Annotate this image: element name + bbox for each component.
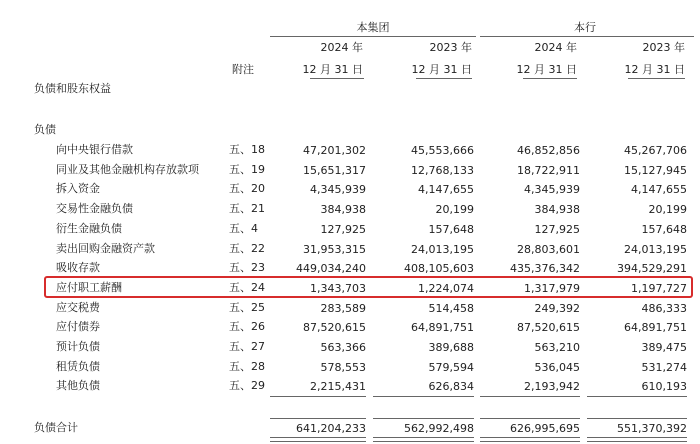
row-label: 应交税费 <box>56 301 100 314</box>
row-note: 五、26 <box>229 320 265 333</box>
row-note: 五、29 <box>229 379 265 392</box>
row-value: 514,458 <box>428 302 474 315</box>
row-note: 五、22 <box>229 242 265 255</box>
total-value-3: 626,995,695 <box>510 422 580 435</box>
row-value: 578,553 <box>320 361 366 374</box>
subtotal-rule <box>480 396 580 397</box>
row-value: 127,925 <box>320 223 366 236</box>
total-topline-3 <box>480 418 580 419</box>
row-value: 46,852,856 <box>517 144 580 157</box>
group-header: 本集团 <box>356 21 390 34</box>
row-value: 45,267,706 <box>624 144 687 157</box>
row-value: 389,475 <box>641 341 687 354</box>
row-value: 31,953,315 <box>303 243 366 256</box>
total-underline-4 <box>587 437 687 442</box>
row-value: 1,197,727 <box>631 282 687 295</box>
total-topline-1 <box>270 418 366 419</box>
row-value: 20,199 <box>648 203 687 216</box>
row-note: 五、23 <box>229 261 265 274</box>
row-note: 五、27 <box>229 340 265 353</box>
row-note: 五、19 <box>229 163 265 176</box>
row-value: 1,343,703 <box>310 282 366 295</box>
row-value: 157,648 <box>641 223 687 236</box>
row-value: 249,392 <box>534 302 580 315</box>
row-value: 127,925 <box>534 223 580 236</box>
row-value: 24,013,195 <box>624 243 687 256</box>
row-value: 408,105,603 <box>404 262 474 275</box>
note-column-header: 附注 <box>232 63 254 76</box>
row-value: 435,376,342 <box>510 262 580 275</box>
row-value: 4,345,939 <box>310 183 366 196</box>
row-value: 24,013,195 <box>411 243 474 256</box>
date-underline-4 <box>628 78 685 79</box>
row-value: 610,193 <box>641 380 687 393</box>
row-value: 45,553,666 <box>411 144 474 157</box>
row-value: 384,938 <box>534 203 580 216</box>
row-label: 应付职工薪酬 <box>56 281 122 294</box>
row-value: 1,317,979 <box>524 282 580 295</box>
row-value: 486,333 <box>641 302 687 315</box>
total-value-4: 551,370,392 <box>617 422 687 435</box>
row-value: 28,803,601 <box>517 243 580 256</box>
row-note: 五、21 <box>229 202 265 215</box>
row-label: 预计负债 <box>56 340 100 353</box>
date-underline-3 <box>523 78 577 79</box>
row-label: 吸收存款 <box>56 261 100 274</box>
row-value: 4,147,655 <box>418 183 474 196</box>
row-value: 531,274 <box>641 361 687 374</box>
total-underline-1 <box>270 437 366 442</box>
date-header-2: 12 月 31 日 <box>411 63 472 76</box>
date-header-3: 12 月 31 日 <box>516 63 577 76</box>
row-note: 五、28 <box>229 360 265 373</box>
date-header-1: 12 月 31 日 <box>302 63 363 76</box>
group-header-rule <box>270 36 476 37</box>
row-label: 拆入资金 <box>56 182 100 195</box>
row-value: 1,224,074 <box>418 282 474 295</box>
total-value-2: 562,992,498 <box>404 422 474 435</box>
row-value: 626,834 <box>428 380 474 393</box>
row-label: 应付债券 <box>56 320 100 333</box>
row-value: 18,722,911 <box>517 164 580 177</box>
row-label: 衍生金融负债 <box>56 222 122 235</box>
row-label: 交易性金融负债 <box>56 202 133 215</box>
row-label: 租赁负债 <box>56 360 100 373</box>
total-underline-3 <box>480 437 580 442</box>
total-topline-4 <box>587 418 687 419</box>
section-title: 负债和股东权益 <box>34 82 111 95</box>
row-value: 64,891,751 <box>624 321 687 334</box>
row-value: 563,210 <box>534 341 580 354</box>
row-value: 389,688 <box>428 341 474 354</box>
date-underline-2 <box>416 78 472 79</box>
row-label: 向中央银行借款 <box>56 143 133 156</box>
row-value: 449,034,240 <box>296 262 366 275</box>
year-header-2: 2023 年 <box>429 41 472 54</box>
date-underline-1 <box>310 78 364 79</box>
row-value: 64,891,751 <box>411 321 474 334</box>
row-note: 五、4 <box>229 222 258 235</box>
row-value: 87,520,615 <box>303 321 366 334</box>
subtotal-rule <box>587 396 687 397</box>
row-note: 五、24 <box>229 281 265 294</box>
row-value: 12,768,133 <box>411 164 474 177</box>
year-header-4: 2023 年 <box>642 41 685 54</box>
row-value: 157,648 <box>428 223 474 236</box>
total-value-1: 641,204,233 <box>296 422 366 435</box>
row-note: 五、25 <box>229 301 265 314</box>
subsection-title: 负债 <box>34 123 56 136</box>
row-note: 五、18 <box>229 143 265 156</box>
year-header-1: 2024 年 <box>320 41 363 54</box>
row-note: 五、20 <box>229 182 265 195</box>
row-value: 536,045 <box>534 361 580 374</box>
row-value: 20,199 <box>435 203 474 216</box>
bank-header: 本行 <box>574 21 596 34</box>
total-label: 负债合计 <box>34 421 78 434</box>
row-value: 2,215,431 <box>310 380 366 393</box>
bank-header-rule <box>480 36 694 37</box>
row-value: 4,147,655 <box>631 183 687 196</box>
row-value: 4,345,939 <box>524 183 580 196</box>
row-label: 同业及其他金融机构存放款项 <box>56 163 199 176</box>
highlight-box <box>44 276 693 298</box>
row-label: 卖出回购金融资产款 <box>56 242 155 255</box>
row-value: 384,938 <box>320 203 366 216</box>
row-value: 15,127,945 <box>624 164 687 177</box>
total-topline-2 <box>373 418 474 419</box>
row-value: 15,651,317 <box>303 164 366 177</box>
subtotal-rule <box>270 396 366 397</box>
row-value: 2,193,942 <box>524 380 580 393</box>
total-underline-2 <box>373 437 474 442</box>
year-header-3: 2024 年 <box>534 41 577 54</box>
row-value: 283,589 <box>320 302 366 315</box>
row-value: 563,366 <box>320 341 366 354</box>
subtotal-rule <box>373 396 474 397</box>
row-value: 47,201,302 <box>303 144 366 157</box>
row-label: 其他负债 <box>56 379 100 392</box>
row-value: 87,520,615 <box>517 321 580 334</box>
date-header-4: 12 月 31 日 <box>624 63 685 76</box>
row-value: 394,529,291 <box>617 262 687 275</box>
row-value: 579,594 <box>428 361 474 374</box>
